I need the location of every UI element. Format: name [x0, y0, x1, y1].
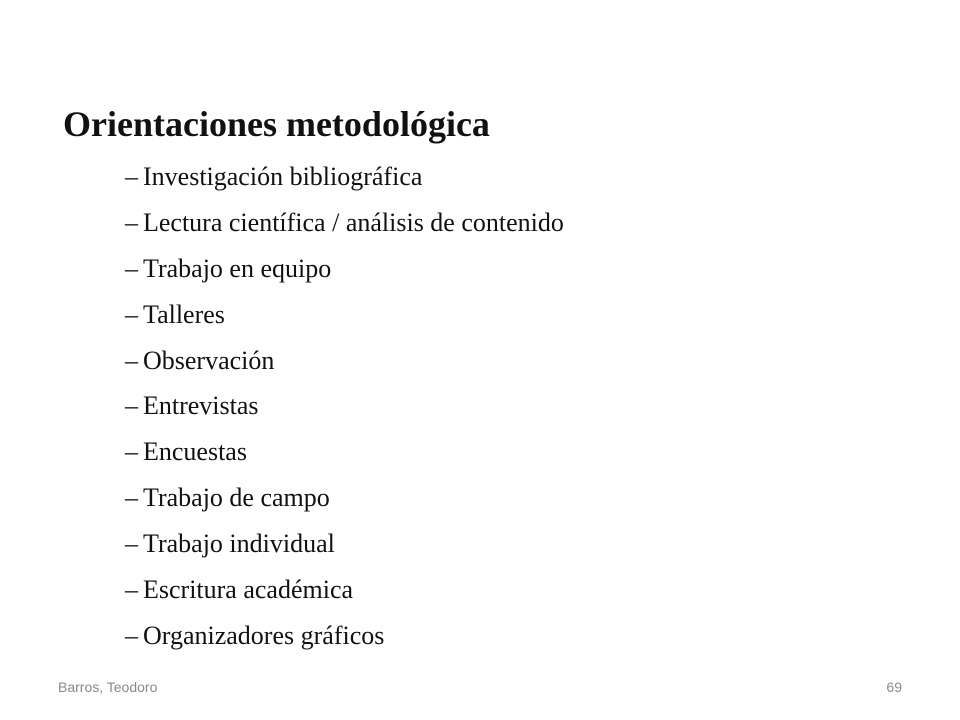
- footer-page-number: 69: [886, 679, 902, 695]
- dash-bullet: –: [125, 620, 138, 650]
- dash-bullet: –: [125, 253, 138, 283]
- list-item-text: Entrevistas: [143, 391, 259, 421]
- list-item: [125, 521, 564, 567]
- list-item: [125, 246, 564, 292]
- dash-bullet: –: [125, 161, 138, 191]
- list-item-text: Encuestas: [143, 437, 247, 467]
- list-item-text: Trabajo de campo: [143, 483, 330, 513]
- bullet-list: [125, 154, 564, 659]
- footer-author: Barros, Teodoro: [58, 679, 158, 695]
- list-item-text: Lectura científica / análisis de contenido: [143, 207, 564, 237]
- list-item-text: Trabajo individual: [143, 529, 335, 559]
- list-item: [125, 383, 564, 429]
- list-item: [125, 292, 564, 338]
- list-item-text: Escritura académica: [143, 574, 354, 604]
- list-item: [125, 338, 564, 384]
- list-item: [125, 429, 564, 475]
- list-item-text: Trabajo en equipo: [143, 253, 332, 283]
- dash-bullet: –: [125, 391, 138, 421]
- dash-bullet: –: [125, 299, 138, 329]
- list-item: [125, 567, 564, 613]
- slide-title: Orientaciones metodológica: [63, 104, 490, 144]
- dash-bullet: –: [125, 483, 138, 513]
- list-item: [125, 200, 564, 246]
- dash-bullet: –: [125, 529, 138, 559]
- list-item-text: Observación: [143, 345, 275, 375]
- list-item: [125, 475, 564, 521]
- list-item-text: Talleres: [143, 299, 225, 329]
- list-item-text: Investigación bibliográfica: [143, 161, 423, 191]
- dash-bullet: –: [125, 437, 138, 467]
- list-item: [125, 154, 564, 200]
- list-item-text: Organizadores gráficos: [143, 620, 385, 650]
- dash-bullet: –: [125, 345, 138, 375]
- dash-bullet: –: [125, 574, 138, 604]
- dash-bullet: –: [125, 207, 138, 237]
- list-item: [125, 613, 564, 659]
